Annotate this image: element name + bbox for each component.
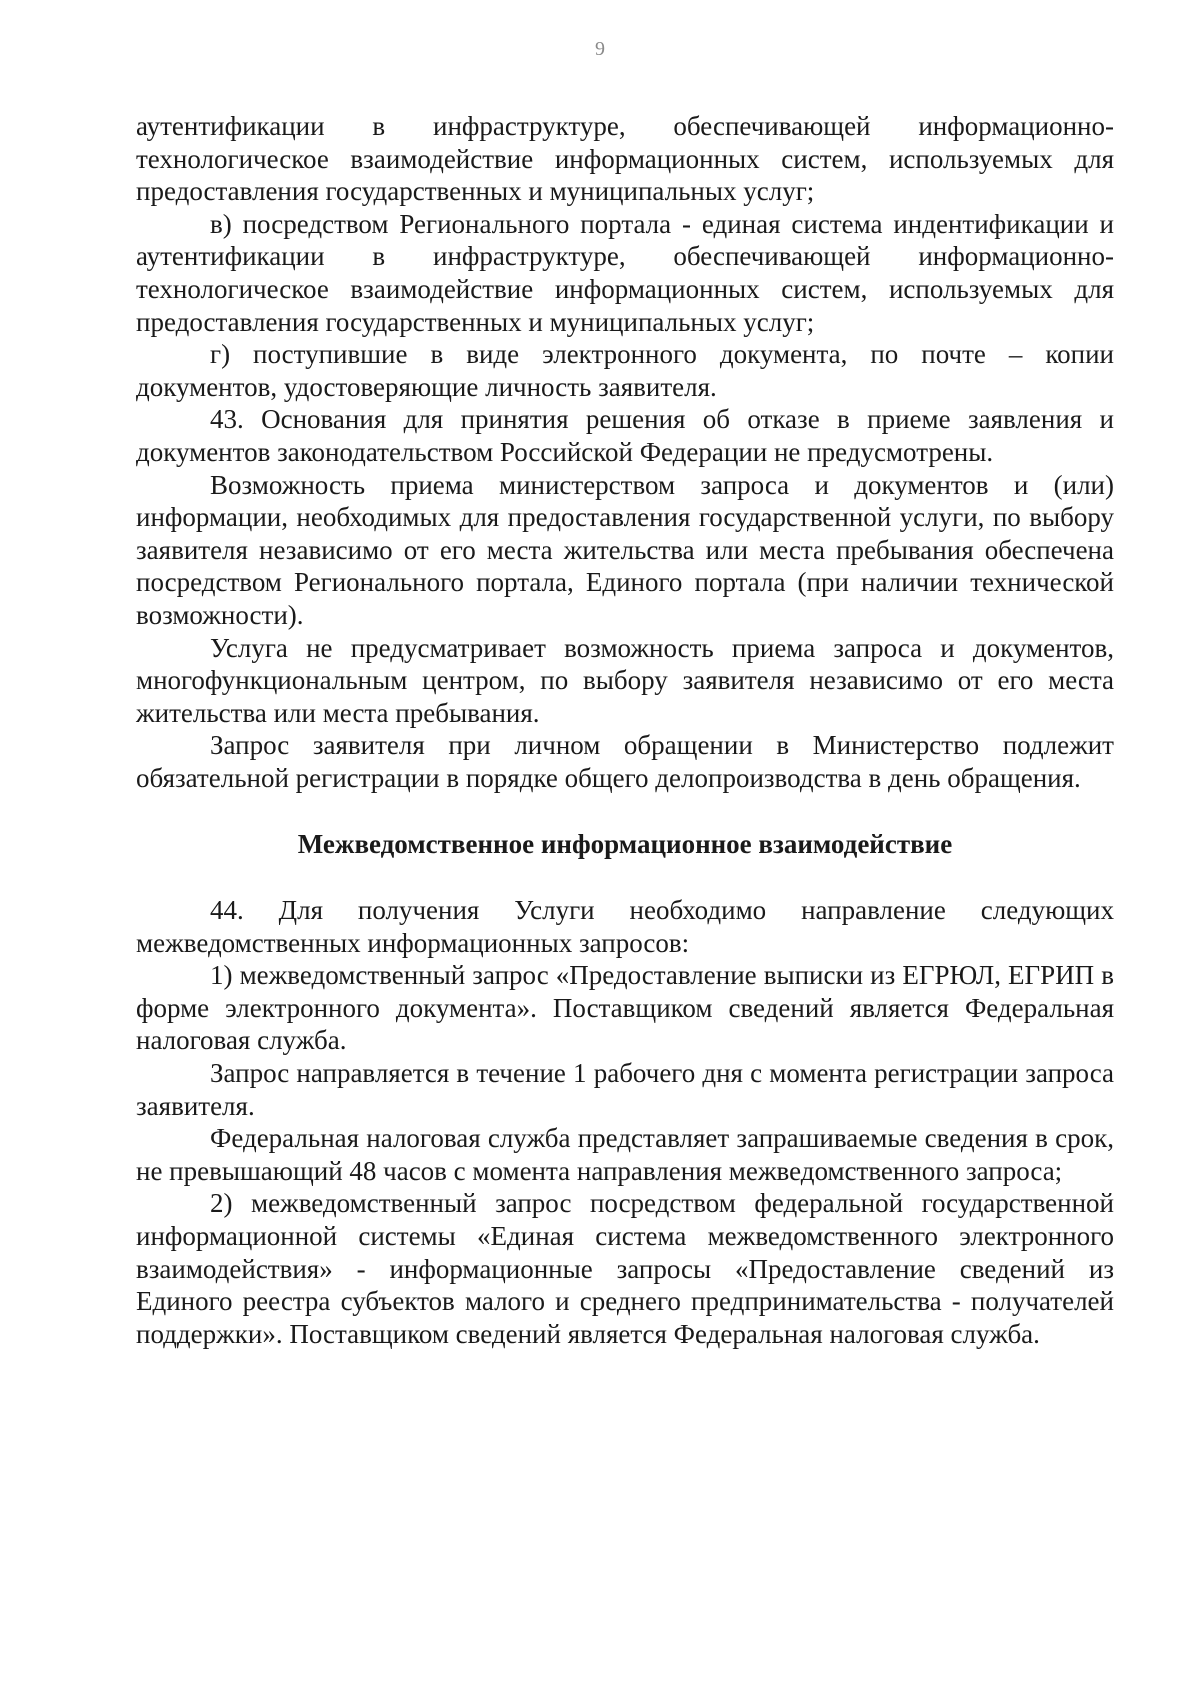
paragraph-request-1: 1) межведомственный запрос «Предоставление выписки из ЕГРЮЛ, ЕГРИП в форме электронного документа». Поставщиком сведений является Федеральная налоговая служба. xyxy=(136,960,1114,1056)
paragraph-fns-deadline: Федеральная налоговая служба представляет запрашиваемые сведения в срок, не превышающий 48 часов с момента направления межведомственного запроса; xyxy=(136,1123,1114,1186)
paragraph-continuation: аутентификации в инфраструктуре, обеспечивающей информационно-технологическое взаимодействие информационных систем, используемых для предоставления государственных и муниципальных услуг; xyxy=(136,111,1114,207)
paragraph-request-2: 2) межведомственный запрос посредством федеральной государственной информационной системы «Единая система межведомственного электронного взаимодействия» - информационные запросы «Предоставление сведений из Единого реестра субъектов малого и среднего предпринимательства - получателей поддержки». Поставщиком сведений является Федеральная налоговая служба. xyxy=(136,1188,1114,1349)
document-body xyxy=(136,110,1114,1350)
paragraph-clause-44: 44. Для получения Услуги необходимо направление следующих межведомственных информационных запросов: xyxy=(136,895,1114,958)
paragraph-item-g: г) поступившие в виде электронного документа, по почте – копии документов, удостоверяющие личность заявителя. xyxy=(136,339,1114,402)
paragraph-request-timing: Запрос направляется в течение 1 рабочего дня с момента регистрации запроса заявителя. xyxy=(136,1058,1114,1121)
paragraph-clause-43: 43. Основания для принятия решения об отказе в приеме заявления и документов законодательством Российской Федерации не предусмотрены. xyxy=(136,404,1114,467)
section-heading: Межведомственное информационное взаимодействие xyxy=(297,829,953,860)
paragraph-registration: Запрос заявителя при личном обращении в Министерство подлежит обязательной регистрации в порядке общего делопроизводства в день обращения. xyxy=(136,730,1114,793)
paragraph-item-v: в) посредством Регионального портала - единая система индентификации и аутентификации в инфраструктуре, обеспечивающей информационно-технологическое взаимодействие информационных систем, используемых для предоставления государственных и муниципальных услуг; xyxy=(136,208,1114,337)
paragraph-reception-possibility: Возможность приема министерством запроса и документов и (или) информации, необходимых для предоставления государственной услуги, по выбору заявителя независимо от его места жительства или места пребывания обеспечена посредством Регионального портала, Единого портала (при наличии технической возможности). xyxy=(136,469,1114,630)
page-number: 9 xyxy=(595,38,605,60)
paragraph-mfc: Услуга не предусматривает возможность приема запроса и документов, многофункциональным центром, по выбору заявителя независимо от его места жительства или места пребывания. xyxy=(136,632,1114,728)
